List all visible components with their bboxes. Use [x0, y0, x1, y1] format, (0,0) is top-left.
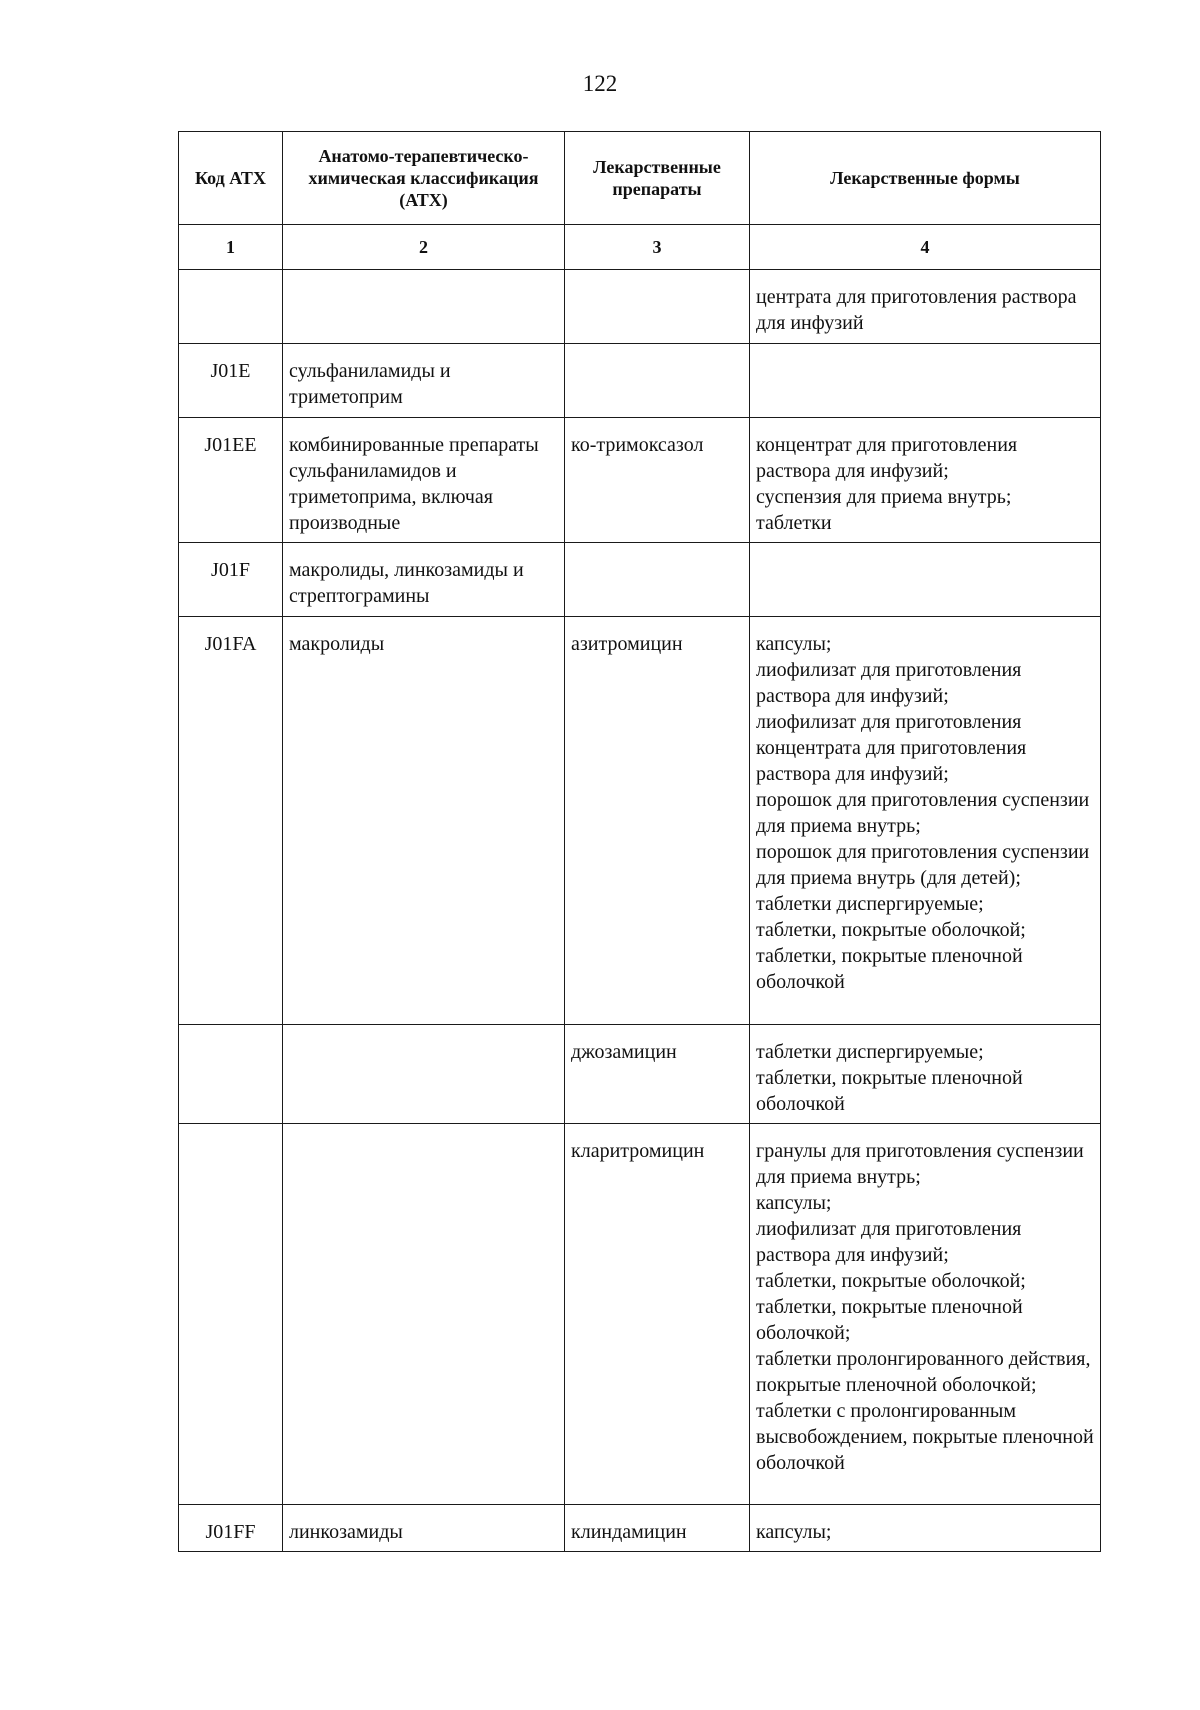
dosage-forms-cell — [750, 1124, 1101, 1505]
dosage-forms-cell — [750, 617, 1101, 1025]
atc-code-cell: J01EE — [179, 418, 283, 543]
dosage-forms-list — [756, 1138, 1095, 1476]
table-row — [179, 418, 1101, 543]
classification-cell: макролиды, линкозамиды и стрептограмины — [283, 543, 565, 617]
dosage-form-item: лиофилизат для приготовления раствора для инфузий; — [756, 1218, 1022, 1266]
drug-cell: кларитромицин — [565, 1124, 750, 1505]
classification-cell: комбинированные препараты сульфаниламидов и триметоприма, включая производные — [283, 418, 565, 543]
table-header-row — [179, 132, 1101, 225]
drug-cell — [565, 543, 750, 617]
dosage-forms-cell — [750, 1505, 1101, 1552]
atc-code-cell — [179, 1025, 283, 1124]
dosage-forms-cell — [750, 1025, 1101, 1124]
classification-cell — [283, 270, 565, 344]
dosage-form-item: таблетки с пролонгированным высвобождением, покрытые пленочной оболочкой — [756, 1400, 1094, 1474]
drug-cell — [565, 270, 750, 344]
dosage-forms-cell — [750, 344, 1101, 418]
column-number: 4 — [750, 225, 1101, 270]
table-row — [179, 344, 1101, 418]
dosage-forms-cell — [750, 270, 1101, 344]
table-row — [179, 617, 1101, 1025]
atc-code-cell: J01E — [179, 344, 283, 418]
dosage-form-item: порошок для приготовления суспензии для приема внутрь (для детей); — [756, 841, 1090, 889]
drug-cell: джозамицин — [565, 1025, 750, 1124]
table-body — [179, 132, 1101, 1552]
dosage-form-item: порошок для приготовления суспензии для приема внутрь; — [756, 789, 1090, 837]
dosage-form-item: таблетки пролонгированного действия, покрытые пленочной оболочкой; — [756, 1348, 1091, 1396]
classification-cell: макролиды — [283, 617, 565, 1025]
column-number: 1 — [179, 225, 283, 270]
atc-code-cell: J01FF — [179, 1505, 283, 1552]
dosage-forms-list — [756, 432, 1095, 536]
dosage-form-item: лиофилизат для приготовления раствора для инфузий; — [756, 659, 1022, 707]
classification-cell: сульфаниламиды и триметоприм — [283, 344, 565, 418]
dosage-form-item: таблетки, покрытые оболочкой; — [756, 1270, 1026, 1292]
atc-code-cell: J01FA — [179, 617, 283, 1025]
dosage-forms-list — [756, 284, 1095, 336]
dosage-form-item: капсулы; — [756, 1521, 832, 1543]
classification-cell — [283, 1025, 565, 1124]
table-row — [179, 1025, 1101, 1124]
table-row — [179, 270, 1101, 344]
atc-code-cell — [179, 1124, 283, 1505]
dosage-form-item: таблетки, покрытые пленочной оболочкой — [756, 1067, 1023, 1115]
header-dosage-forms: Лекарственные формы — [750, 132, 1101, 225]
dosage-forms-cell — [750, 543, 1101, 617]
dosage-form-item: таблетки, покрытые пленочной оболочкой — [756, 945, 1023, 993]
column-number: 3 — [565, 225, 750, 270]
dosage-form-item: гранулы для приготовления суспензии для приема внутрь; — [756, 1140, 1084, 1188]
dosage-form-item: таблетки диспергируемые; — [756, 893, 984, 915]
atc-code-cell — [179, 270, 283, 344]
dosage-form-item: таблетки, покрытые оболочкой; — [756, 919, 1026, 941]
column-number: 2 — [283, 225, 565, 270]
classification-cell — [283, 1124, 565, 1505]
dosage-form-item: таблетки диспергируемые; — [756, 1041, 984, 1063]
dosage-form-item: таблетки — [756, 512, 832, 534]
atc-code-cell: J01F — [179, 543, 283, 617]
table-row — [179, 1124, 1101, 1505]
dosage-forms-list — [756, 1039, 1095, 1117]
header-atc-code: Код ATX — [179, 132, 283, 225]
dosage-form-item: капсулы; — [756, 1192, 832, 1214]
drug-cell — [565, 344, 750, 418]
drug-cell: азитромицин — [565, 617, 750, 1025]
dosage-form-item: лиофилизат для приготовления концентрата для приготовления раствора для инфузий; — [756, 711, 1027, 785]
dosage-forms-list — [756, 631, 1095, 995]
dosage-form-item: капсулы; — [756, 633, 832, 655]
dosage-forms-cell — [750, 418, 1101, 543]
dosage-form-item: концентрат для приготовления раствора для инфузий; — [756, 434, 1018, 482]
dosage-form-item: суспензия для приема внутрь; — [756, 486, 1012, 508]
atc-drug-table — [178, 131, 1101, 1552]
table-row — [179, 1505, 1101, 1552]
classification-cell: линкозамиды — [283, 1505, 565, 1552]
page-number: 122 — [582, 71, 618, 96]
table-row — [179, 543, 1101, 617]
dosage-forms-list — [756, 1519, 1095, 1545]
header-atc-classification: Анатомо-терапевтическо-химическая классификация (АТХ) — [283, 132, 565, 225]
drug-cell: ко-тримоксазол — [565, 418, 750, 543]
dosage-form-item: таблетки, покрытые пленочной оболочкой; — [756, 1296, 1023, 1344]
column-numbering-row — [179, 225, 1101, 270]
drug-cell: клиндамицин — [565, 1505, 750, 1552]
header-drugs: Лекарственные препараты — [565, 132, 750, 225]
dosage-form-item: центрата для приготовления раствора для инфузий — [756, 286, 1077, 334]
